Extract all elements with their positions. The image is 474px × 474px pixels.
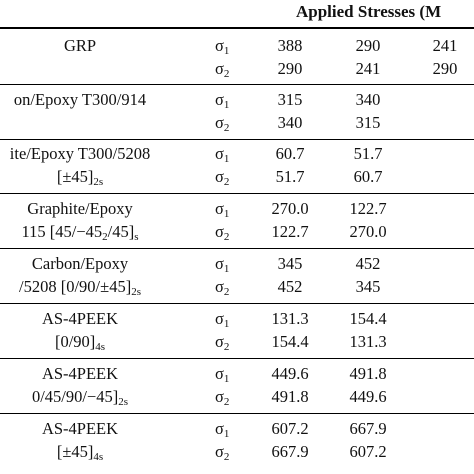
sigma-symbol: σ [215, 442, 224, 461]
sigma2-value: 315 [355, 113, 381, 132]
applied-stresses-header: Applied Stresses (M [296, 2, 442, 21]
sigma-subscript: 1 [223, 208, 230, 220]
sigma2-value: 122.7 [271, 222, 309, 241]
sigma-symbol: σ [215, 199, 224, 218]
sigma-symbol: σ [215, 254, 224, 273]
layup-text-tail: /45] [107, 222, 135, 241]
sigma-subscript: 1 [223, 263, 230, 275]
sigma2-value: 60.7 [353, 167, 383, 186]
sigma2-value: 290 [277, 59, 303, 78]
sigma2-label [215, 113, 229, 134]
sigma2-value: 131.3 [349, 332, 387, 351]
sigma-subscript: 1 [223, 373, 230, 385]
sigma-symbol: σ [215, 309, 224, 328]
sigma1-value: 122.7 [349, 199, 387, 218]
layup-subscript-tail: s [134, 231, 139, 243]
sigma-subscript: 1 [223, 153, 230, 165]
layup-subscript: 4s [93, 451, 104, 463]
sigma-subscript: 2 [223, 341, 230, 353]
sigma1-label [215, 199, 229, 220]
sigma1-value: 607.2 [271, 419, 309, 438]
sigma2-label [215, 59, 229, 80]
sigma2-label [215, 277, 229, 298]
sigma-subscript: 2 [223, 122, 230, 134]
sigma2-value: 51.7 [275, 167, 305, 186]
layup-subscript: 2s [131, 286, 141, 298]
sigma-symbol: σ [215, 419, 224, 438]
sigma-symbol: σ [215, 90, 224, 109]
sigma2-value: 290 [432, 59, 458, 78]
row-divider [0, 358, 474, 359]
sigma2-value: 241 [355, 59, 381, 78]
material-name: GRP [63, 36, 97, 55]
sigma1-value: 241 [432, 36, 458, 55]
layup-text: 0/45/90/−45] [31, 387, 119, 406]
material-name: ite/Epoxy T300/5208 [9, 144, 151, 163]
sigma2-value: 449.6 [349, 387, 387, 406]
sigma2-label [215, 167, 229, 188]
sigma1-value: 290 [355, 36, 381, 55]
sigma-symbol: σ [215, 113, 224, 132]
sigma2-label [215, 332, 229, 353]
sigma-subscript: 1 [223, 99, 230, 111]
layup-spec [55, 332, 105, 353]
sigma1-label [215, 419, 229, 440]
layup-text: [±45] [56, 442, 94, 461]
sigma-subscript: 1 [223, 318, 230, 330]
material-name: Graphite/Epoxy [27, 199, 133, 218]
sigma1-value: 51.7 [353, 144, 383, 163]
sigma1-value: 388 [277, 36, 303, 55]
sigma-symbol: σ [215, 222, 224, 241]
layup-subscript: 4s [95, 341, 106, 353]
sigma1-value: 491.8 [349, 364, 387, 383]
row-divider [0, 413, 474, 414]
row-divider [0, 193, 474, 194]
material-name: Carbon/Epoxy [31, 254, 129, 273]
sigma1-value: 60.7 [275, 144, 305, 163]
sigma-symbol: σ [215, 144, 224, 163]
layup-spec [57, 167, 103, 188]
sigma-symbol: σ [215, 167, 224, 186]
layup-subscript: 2s [118, 396, 129, 408]
sigma2-value: 491.8 [271, 387, 309, 406]
sigma1-value: 131.3 [271, 309, 309, 328]
sigma-symbol: σ [215, 387, 224, 406]
layup-text: [0/90] [54, 332, 96, 351]
sigma1-label [215, 36, 229, 57]
sigma-subscript: 2 [223, 68, 230, 80]
sigma1-label [215, 90, 229, 111]
sigma-subscript: 2 [223, 451, 230, 463]
material-name: on/Epoxy T300/914 [13, 90, 147, 109]
layup-spec [32, 387, 128, 408]
sigma2-value: 154.4 [271, 332, 309, 351]
sigma1-value: 452 [355, 254, 381, 273]
sigma2-value: 340 [277, 113, 303, 132]
sigma2-value: 452 [277, 277, 303, 296]
sigma-subscript: 1 [223, 428, 230, 440]
sigma2-label [215, 222, 229, 243]
sigma1-label [215, 309, 229, 330]
sigma-symbol: σ [215, 36, 224, 55]
sigma2-value: 607.2 [349, 442, 387, 461]
sigma-subscript: 2 [223, 231, 230, 243]
layup-spec [19, 277, 141, 298]
row-divider [0, 303, 474, 304]
sigma-symbol: σ [215, 277, 224, 296]
layup-text: 115 [45/−45 [21, 222, 103, 241]
material-name: AS-4PEEK [41, 309, 119, 328]
sigma-subscript: 2 [223, 396, 230, 408]
row-divider [0, 248, 474, 249]
row-divider [0, 84, 474, 85]
sigma-symbol: σ [215, 59, 224, 78]
sigma-symbol: σ [215, 364, 224, 383]
layup-spec [57, 442, 103, 463]
sigma-subscript: 2 [223, 176, 230, 188]
top-rule [0, 27, 474, 29]
sigma1-value: 667.9 [349, 419, 387, 438]
sigma2-label [215, 442, 229, 463]
layup-subscript: 2s [93, 176, 104, 188]
sigma2-value: 667.9 [271, 442, 309, 461]
layup-text: /5208 [0/90/±45] [19, 277, 132, 296]
sigma-symbol: σ [215, 332, 224, 351]
sigma1-value: 154.4 [349, 309, 387, 328]
material-name: AS-4PEEK [41, 419, 119, 438]
layup-spec [21, 222, 138, 243]
sigma1-label [215, 364, 229, 385]
sigma-subscript: 2 [223, 286, 230, 298]
sigma-subscript: 1 [223, 45, 230, 57]
layup-text: [±45] [56, 167, 94, 186]
row-divider [0, 139, 474, 140]
sigma1-value: 345 [277, 254, 303, 273]
sigma1-value: 270.0 [271, 199, 309, 218]
sigma1-label [215, 254, 229, 275]
material-name: AS-4PEEK [41, 364, 119, 383]
sigma1-value: 449.6 [271, 364, 309, 383]
sigma2-label [215, 387, 229, 408]
sigma1-value: 315 [277, 90, 303, 109]
sigma2-value: 270.0 [349, 222, 387, 241]
sigma2-value: 345 [355, 277, 381, 296]
layup-subscript: 2 [102, 231, 108, 243]
sigma1-label [215, 144, 229, 165]
sigma1-value: 340 [355, 90, 381, 109]
